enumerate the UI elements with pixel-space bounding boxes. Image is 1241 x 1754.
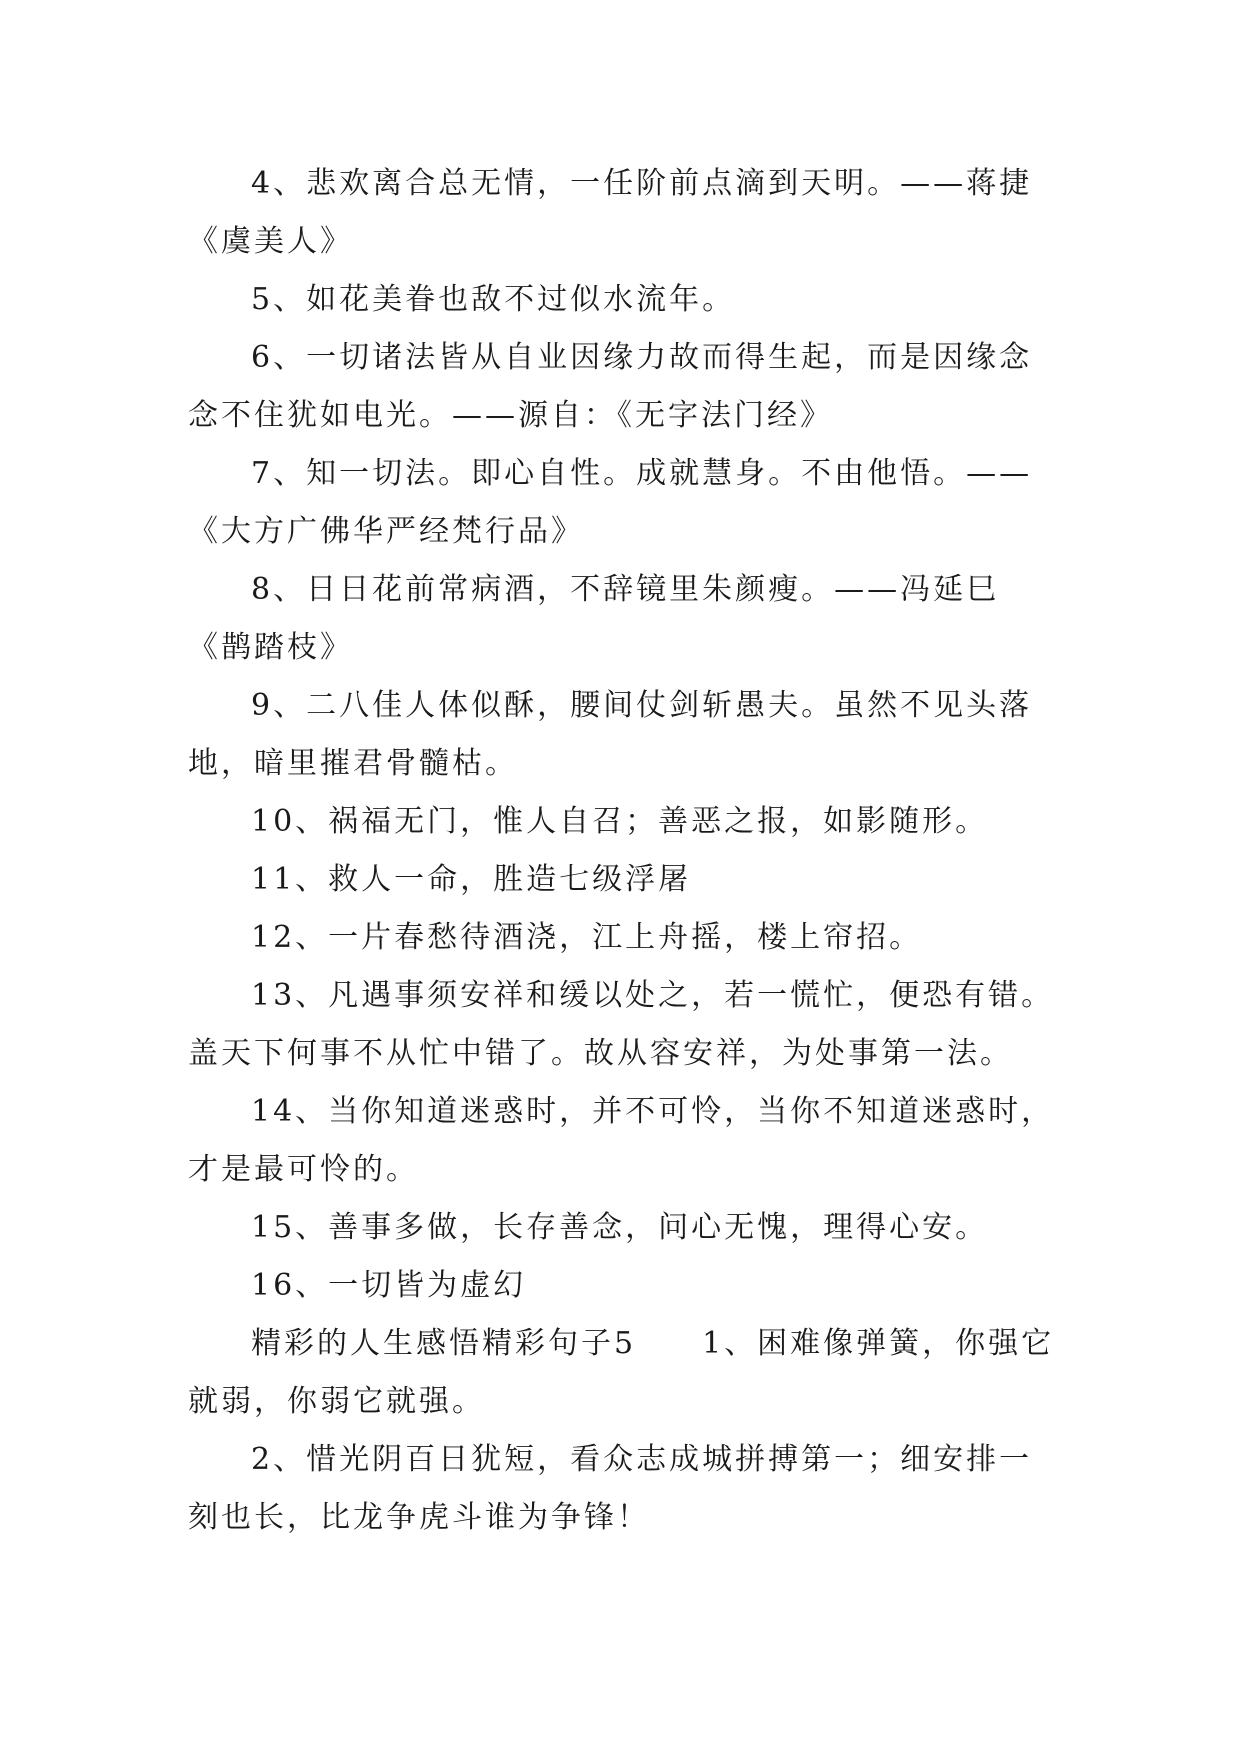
paragraph: 11、救人一命，胜造七级浮屠 [251,862,692,897]
paragraph: 9、二八佳人体似酥，腰间仗剑斩愚夫。虽然不见头落地，暗里摧君骨髓枯。 [188,688,1033,781]
paragraph: 2、惜光阴百日犹短，看众志成城拼搏第一；细安排一刻也长，比龙争虎斗谁为争锋！ [188,1442,1033,1535]
document-body [188,155,1060,1547]
paragraph: 7、知一切法。即心自性。成就慧身。不由他悟。——《大方广佛华严经梵行品》 [188,456,1033,549]
paragraph: 4、悲欢离合总无情，一任阶前点滴到天明。——蒋捷《虞美人》 [188,166,1033,259]
paragraph: 16、一切皆为虚幻 [251,1268,527,1303]
paragraph: 精彩的人生感悟精彩句子5 1、困难像弹簧，你强它就弱，你弱它就强。 [188,1326,1055,1419]
paragraph: 15、善事多做，长存善念，问心无愧，理得心安。 [251,1210,989,1245]
paragraph: 5、如花美眷也敌不过似水流年。 [251,282,736,317]
paragraph: 12、一片春愁待酒浇，江上舟摇，楼上帘招。 [251,920,923,955]
paragraph: 6、一切诸法皆从自业因缘力故而得生起，而是因缘念念不住犹如电光。——源自：《无字法门经》 [188,340,1033,433]
paragraph: 10、祸福无门，惟人自召；善恶之报，如影随形。 [251,804,989,839]
paragraph: 13、凡遇事须安祥和缓以处之，若一慌忙，便恐有错。盖天下何事不从忙中错了。故从容安祥，为处事第一法。 [188,978,1055,1071]
paragraph: 8、日日花前常病酒，不辞镜里朱颜瘦。——冯延巳《鹊踏枝》 [188,572,1000,665]
paragraph: 14、当你知道迷惑时，并不可怜，当你不知道迷惑时，才是最可怜的。 [188,1094,1055,1187]
